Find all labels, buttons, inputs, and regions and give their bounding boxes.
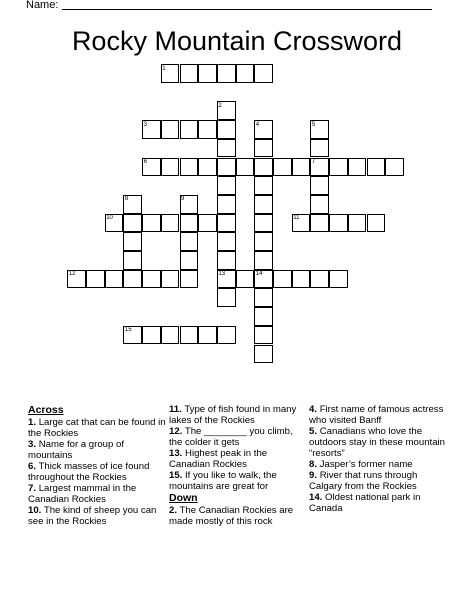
grid-cell[interactable] (86, 270, 105, 289)
clue-number: 6 (143, 159, 147, 165)
clue-across-10: 10. The kind of sheep you can see in the Rockies (28, 505, 157, 527)
clue-number: 3 (143, 121, 147, 128)
grid-cell[interactable] (217, 64, 236, 83)
grid-cell[interactable] (105, 270, 124, 289)
grid-cell[interactable] (348, 158, 367, 177)
clue-down-4: 4. First name of famous actress who visited Banff (309, 404, 444, 426)
clue-number: 2 (218, 102, 222, 109)
grid-cell[interactable] (310, 195, 329, 214)
grid-cell[interactable] (161, 326, 180, 345)
clue-number: 4 (255, 121, 260, 128)
grid-cell[interactable] (180, 232, 199, 251)
clues-column-2 (169, 404, 301, 527)
grid-cell[interactable] (254, 326, 273, 345)
grid-cell[interactable] (198, 120, 217, 139)
grid-cell[interactable] (217, 232, 236, 251)
grid-cell[interactable] (254, 64, 273, 83)
clue-down-5: 5. Canadians who love the outdoors stay in these mountain “resorts” (309, 426, 445, 459)
grid-cell[interactable] (254, 195, 273, 214)
grid-cell[interactable] (310, 214, 329, 233)
grid-cell[interactable] (310, 270, 329, 289)
grid-cell[interactable] (180, 120, 199, 139)
grid-cell[interactable] (217, 288, 236, 307)
grid-cell[interactable] (329, 158, 348, 177)
clue-across-15: 15. If you like to walk, the mountains are great for (169, 470, 277, 492)
clue-across-6: 6. Thick masses of ice found throughout the Rockies (28, 461, 150, 483)
clue-down-9: 9. River that runs through Calgary from the Rockies (309, 470, 418, 492)
grid-cell[interactable] (254, 288, 273, 307)
grid-cell[interactable] (180, 214, 199, 233)
grid-cell[interactable] (254, 251, 273, 270)
grid-cell[interactable] (254, 158, 273, 177)
page-title: Rocky Mountain Crossword (71, 26, 403, 56)
grid-cell[interactable] (161, 270, 180, 289)
grid-cell[interactable] (236, 270, 255, 289)
grid-cell[interactable] (123, 270, 142, 289)
grid-cell[interactable] (217, 139, 236, 158)
grid-cell[interactable] (123, 214, 142, 233)
grid-cell[interactable] (217, 158, 236, 177)
clue-number: 9 (181, 196, 185, 203)
grid-cell[interactable] (217, 120, 236, 139)
clue-across-3: 3. Name for a group of mountains (28, 439, 125, 461)
grid-cell[interactable] (254, 139, 273, 158)
clue-number: 13 (218, 271, 226, 278)
grid-cell[interactable] (254, 345, 273, 364)
clue-across-7: 7. Largest mammal in the Canadian Rockies (28, 483, 137, 505)
grid-cell[interactable] (180, 64, 199, 83)
clues-column-1 (28, 404, 168, 527)
grid-cell[interactable] (254, 214, 273, 233)
clue-number: 15 (124, 327, 132, 334)
grid-cell[interactable] (236, 158, 255, 177)
grid-cell[interactable] (217, 251, 236, 270)
grid-cell[interactable] (217, 326, 236, 345)
grid-cell[interactable] (292, 158, 311, 177)
clue-down-8: 8. Jasper’s former name (309, 459, 413, 470)
clue-number: 8 (124, 196, 129, 203)
across-header: Across (28, 404, 64, 416)
grid-cell[interactable] (198, 326, 217, 345)
grid-cell[interactable] (254, 307, 273, 326)
grid-cell[interactable] (123, 232, 142, 251)
grid-cell[interactable] (180, 158, 199, 177)
grid-cell[interactable] (217, 214, 236, 233)
grid-cell[interactable] (180, 270, 199, 289)
grid-cell[interactable] (254, 176, 273, 195)
grid-cell[interactable] (348, 214, 367, 233)
grid-cell[interactable] (198, 64, 217, 83)
clue-across-12: 12. The ________ you climb, the colder it gets (169, 426, 293, 448)
grid-cell[interactable] (198, 158, 217, 177)
clue-number: 5 (311, 121, 316, 128)
grid-cell[interactable] (217, 176, 236, 195)
name-label: Name: (26, 0, 59, 11)
grid-cell[interactable] (217, 195, 236, 214)
grid-cell[interactable] (236, 64, 255, 83)
grid-cell[interactable] (142, 270, 161, 289)
grid-cell[interactable] (180, 251, 199, 270)
grid-cell[interactable] (367, 158, 386, 177)
clue-down-14: 14. Oldest national park in Canada (309, 492, 421, 514)
grid-cell[interactable] (161, 120, 180, 139)
grid-cell[interactable] (367, 214, 386, 233)
grid-cell[interactable] (329, 270, 348, 289)
clues-column-3 (309, 404, 449, 514)
clue-across-1: 1. Large cat that can be found in the Rockies (28, 417, 166, 439)
clue-number: 12 (68, 271, 76, 278)
clue-number: 1 (162, 65, 166, 72)
down-header: Down (169, 492, 198, 504)
grid-cell[interactable] (161, 158, 180, 177)
grid-cell[interactable] (310, 176, 329, 195)
clue-across-13: 13. Highest peak in the Canadian Rockies (169, 448, 268, 470)
grid-cell[interactable] (273, 270, 292, 289)
grid-cell[interactable] (254, 232, 273, 251)
grid-cell[interactable] (161, 214, 180, 233)
grid-cell[interactable] (385, 158, 404, 177)
clue-down-2: 2. The Canadian Rockies are made mostly of this rock (169, 505, 294, 527)
clue-number: 14 (255, 271, 263, 278)
clue-across-11: 11. Type of fish found in many lakes of the Rockies (169, 404, 297, 426)
grid-cell[interactable] (310, 139, 329, 158)
grid-cell[interactable] (123, 251, 142, 270)
clue-number: 7 (311, 159, 316, 165)
clue-number: 10 (106, 215, 113, 222)
clue-number: 11 (293, 215, 300, 222)
grid-cell[interactable] (142, 214, 161, 233)
grid-cell[interactable] (329, 214, 348, 233)
grid-cell[interactable] (180, 326, 199, 345)
grid-cell[interactable] (142, 326, 161, 345)
grid-cell[interactable] (198, 214, 217, 233)
grid-cell[interactable] (273, 158, 292, 177)
grid-cell[interactable] (292, 270, 311, 289)
